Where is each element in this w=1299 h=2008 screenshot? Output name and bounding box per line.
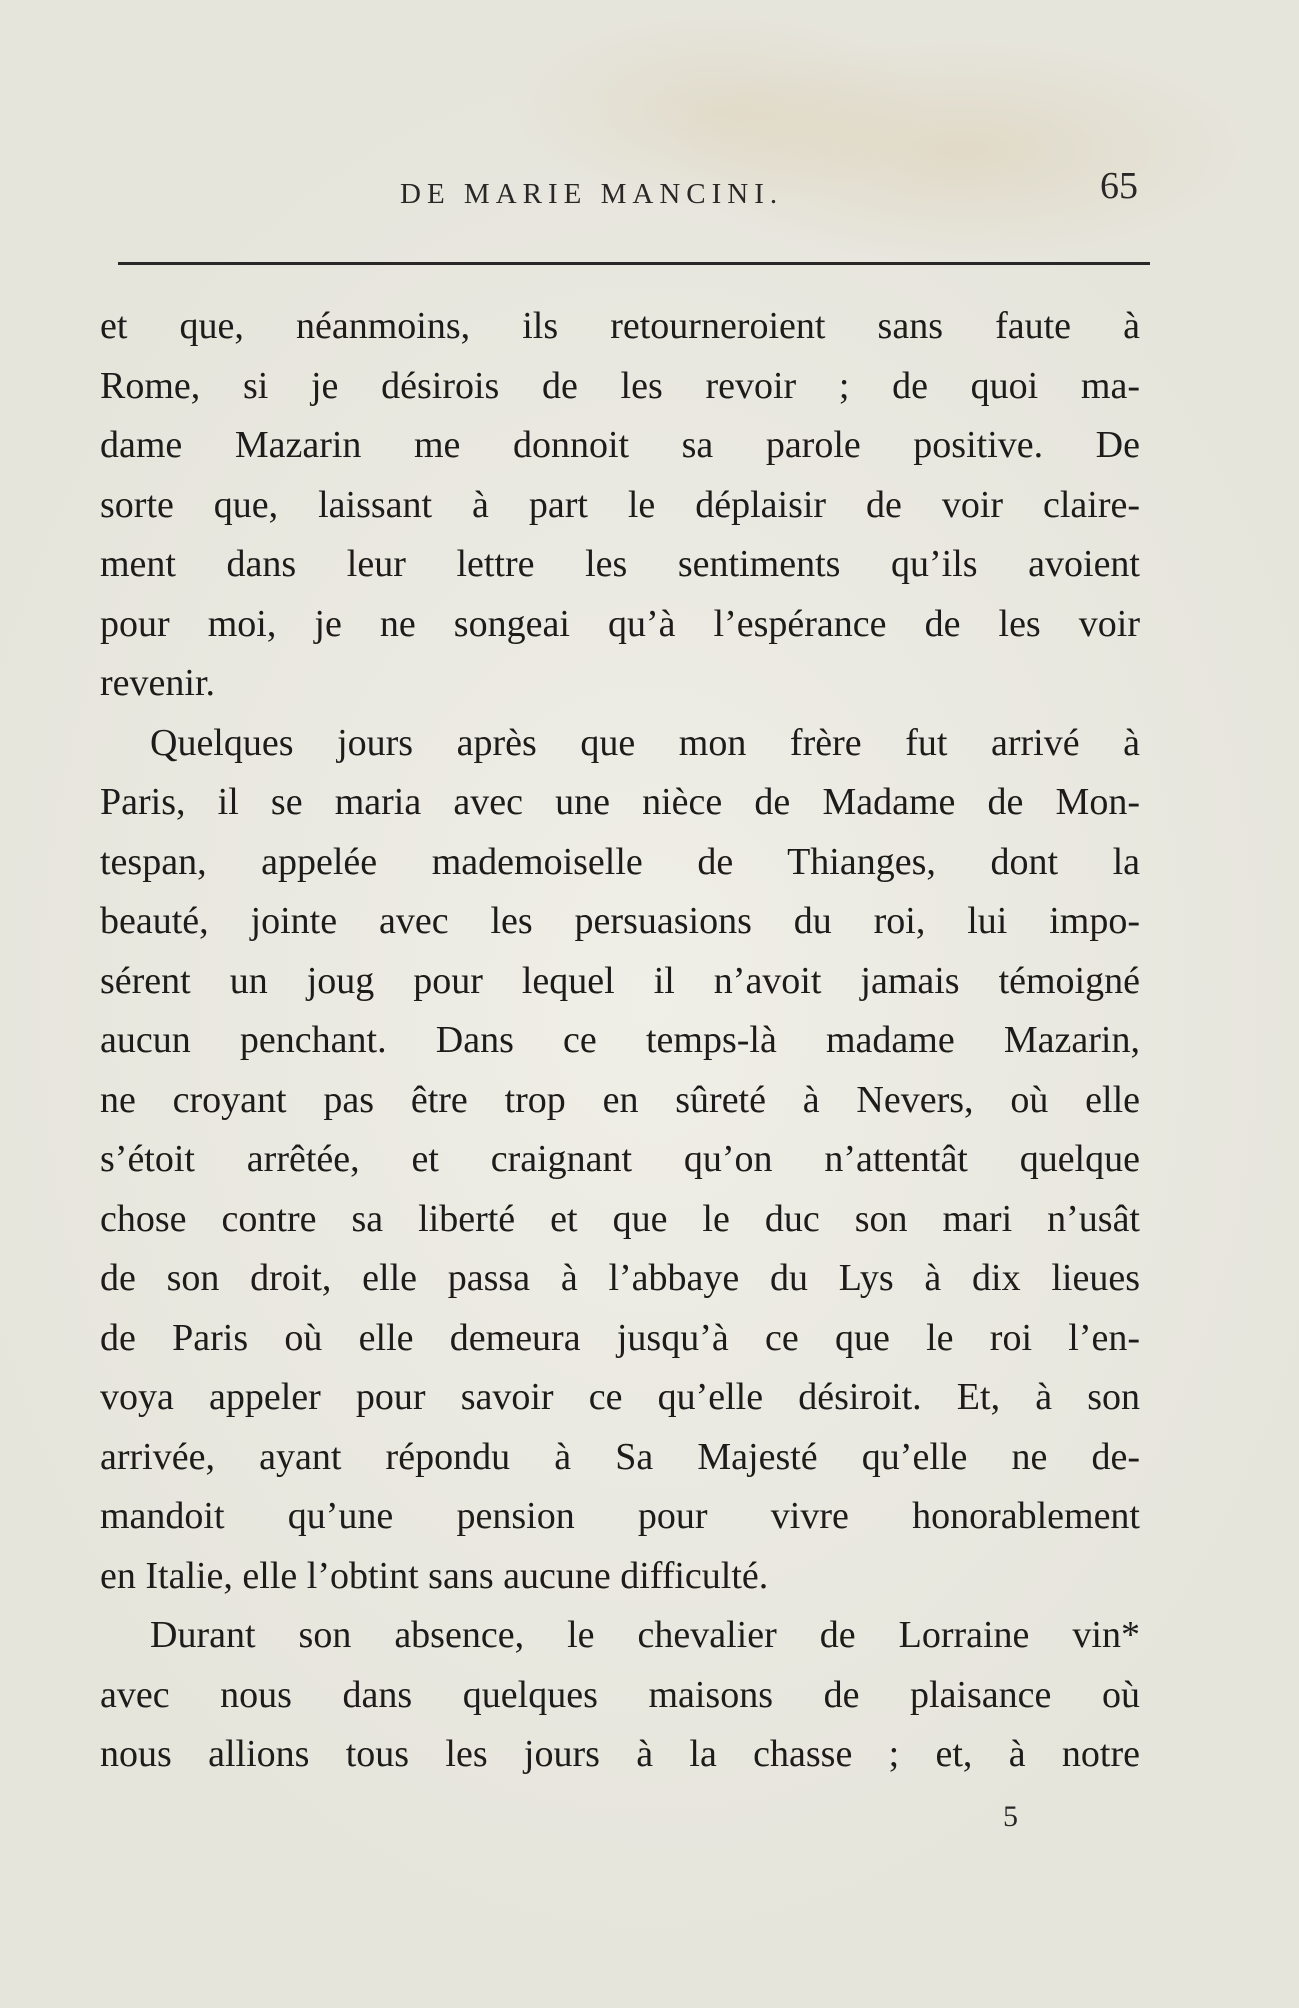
text-line: dame Mazarin me donnoit sa parole positive. De <box>100 424 1140 466</box>
text-line: et que, néanmoins, ils retourneroient sans faute à <box>100 305 1140 347</box>
text-line: Durant son absence, le chevalier de Lorraine vin* <box>150 1614 1140 1656</box>
body-text <box>100 297 1140 1785</box>
text-line: beauté, jointe avec les persuasions du roi, lui impo- <box>100 900 1140 942</box>
text-line: mandoit qu’une pension pour vivre honorablement <box>100 1495 1140 1537</box>
text-line: nous allions tous les jours à la chasse ; et, à notre <box>100 1733 1140 1775</box>
text-line: chose contre sa liberté et que le duc son mari n’usât <box>100 1197 1140 1240</box>
text-line: aucun penchant. Dans ce temps-là madame Mazarin, <box>100 1019 1140 1061</box>
text-line: Quelques jours après que mon frère fut arrivé à <box>150 721 1140 764</box>
text-line: Rome, si je désirois de les revoir ; de quoi ma- <box>100 364 1140 407</box>
text-line: de son droit, elle passa à l’abbaye du Lys à dix lieues <box>100 1257 1140 1299</box>
signature-mark: 5 <box>1003 1800 1018 1833</box>
page-number: 65 <box>1100 165 1138 207</box>
header-rule <box>118 262 1150 265</box>
text-line: arrivée, ayant répondu à Sa Majesté qu’elle ne de- <box>100 1435 1140 1478</box>
text-line: ment dans leur lettre les sentiments qu’ils avoient <box>100 543 1140 585</box>
text-line: s’étoit arrêtée, et craignant qu’on n’attentât quelque <box>100 1138 1140 1180</box>
text-line: tespan, appelée mademoiselle de Thianges, dont la <box>100 840 1140 883</box>
text-line: voya appeler pour savoir ce qu’elle désiroit. Et, à son <box>100 1376 1140 1418</box>
text-line: Paris, il se maria avec une nièce de Madame de Mon- <box>100 781 1140 823</box>
text-line: ne croyant pas être trop en sûreté à Nevers, où elle <box>100 1078 1140 1121</box>
text-line: pour moi, je ne songeai qu’à l’espérance de les voir <box>100 602 1140 645</box>
text-line: de Paris où elle demeura jusqu’à ce que le roi l’en- <box>100 1316 1140 1359</box>
running-title: DE MARIE MANCINI. <box>400 178 784 210</box>
text-line: avec nous dans quelques maisons de plaisance où <box>100 1673 1140 1716</box>
text-line: sorte que, laissant à part le déplaisir de voir claire- <box>100 483 1140 526</box>
text-line: sérent un joug pour lequel il n’avoit jamais témoigné <box>100 959 1140 1002</box>
text-line: revenir. <box>100 662 216 704</box>
text-line: en Italie, elle l’obtint sans aucune difficulté. <box>100 1554 769 1597</box>
